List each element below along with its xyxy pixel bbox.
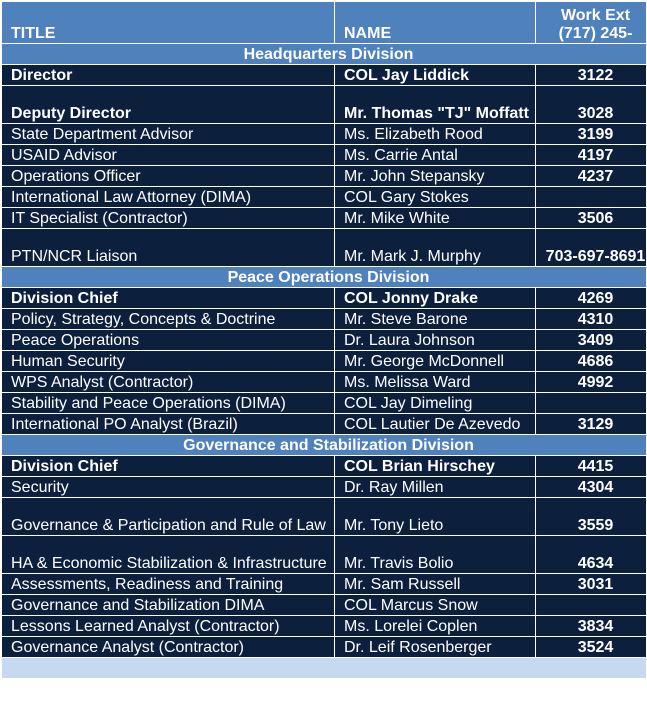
person-name-cell: COL Gary Stokes: [335, 187, 536, 208]
work-extension-cell: [536, 393, 647, 414]
work-extension-cell: 4686: [536, 351, 647, 372]
person-name-cell: Dr. Leif Rosenberger: [335, 637, 536, 658]
work-extension-cell: 4304: [536, 477, 647, 498]
work-extension-cell: 3506: [536, 208, 647, 229]
table-row: [2, 595, 647, 616]
header-row: [2, 2, 647, 44]
table-row: [2, 330, 647, 351]
position-title-cell: Operations Officer: [2, 166, 335, 187]
table-row: [2, 498, 647, 536]
person-name-cell: Ms. Melissa Ward: [335, 372, 536, 393]
position-title-cell: WPS Analyst (Contractor): [2, 372, 335, 393]
work-extension-cell: 3031: [536, 574, 647, 595]
table-footer-band: [2, 658, 647, 679]
work-extension-cell: [536, 595, 647, 616]
table-row: [2, 86, 647, 124]
person-name-cell: COL Jay Dimeling: [335, 393, 536, 414]
directory-body: [2, 44, 647, 679]
table-row: [2, 65, 647, 86]
position-title-cell: Division Chief: [2, 456, 335, 477]
division-heading: Governance and Stabilization Division: [2, 435, 647, 456]
person-name-cell: COL Brian Hirschey: [335, 456, 536, 477]
position-title-cell: Lessons Learned Analyst (Contractor): [2, 616, 335, 637]
name-column-header: NAME: [335, 2, 536, 44]
table-row: [2, 477, 647, 498]
person-name-cell: Dr. Ray Millen: [335, 477, 536, 498]
division-header-row: [2, 435, 647, 456]
work-extension-cell: 4269: [536, 288, 647, 309]
position-title-cell: USAID Advisor: [2, 145, 335, 166]
person-name-cell: COL Jay Liddick: [335, 65, 536, 86]
position-title-cell: International Law Attorney (DIMA): [2, 187, 335, 208]
work-extension-cell: 3409: [536, 330, 647, 351]
title-column-header: TITLE: [2, 2, 335, 44]
table-row: [2, 393, 647, 414]
person-name-cell: Mr. Sam Russell: [335, 574, 536, 595]
table-row: [2, 208, 647, 229]
work-extension-cell: 3559: [536, 498, 647, 536]
person-name-cell: COL Lautier De Azevedo: [335, 414, 536, 435]
table-row: [2, 309, 647, 330]
division-heading: Peace Operations Division: [2, 267, 647, 288]
position-title-cell: State Department Advisor: [2, 124, 335, 145]
work-extension-cell: 4415: [536, 456, 647, 477]
table-row: [2, 229, 647, 267]
division-header-row: [2, 44, 647, 65]
work-extension-cell: 4634: [536, 536, 647, 574]
position-title-cell: International PO Analyst (Brazil): [2, 414, 335, 435]
position-title-cell: Stability and Peace Operations (DIMA): [2, 393, 335, 414]
table-row: [2, 574, 647, 595]
position-title-cell: Security: [2, 477, 335, 498]
position-title-cell: Governance and Stabilization DIMA: [2, 595, 335, 616]
table-row: [2, 351, 647, 372]
work-extension-cell: 3834: [536, 616, 647, 637]
person-name-cell: Mr. Travis Bolio: [335, 536, 536, 574]
work-extension-cell: 703-697-8691: [536, 229, 647, 267]
position-title-cell: IT Specialist (Contractor): [2, 208, 335, 229]
position-title-cell: Policy, Strategy, Concepts & Doctrine: [2, 309, 335, 330]
work-extension-cell: 4197: [536, 145, 647, 166]
work-extension-cell: 4310: [536, 309, 647, 330]
table-row: [2, 288, 647, 309]
person-name-cell: Mr. Thomas "TJ" Moffatt: [335, 86, 536, 124]
table-row: [2, 414, 647, 435]
table-row: [2, 124, 647, 145]
table-row: [2, 616, 647, 637]
position-title-cell: HA & Economic Stabilization & Infrastructure: [2, 536, 335, 574]
position-title-cell: Governance Analyst (Contractor): [2, 637, 335, 658]
work-extension-cell: 3129: [536, 414, 647, 435]
work-ext-column-header: [536, 2, 647, 44]
table-row: [2, 187, 647, 208]
position-title-cell: Peace Operations: [2, 330, 335, 351]
work-ext-header-line2: (717) 245-: [558, 25, 633, 42]
person-name-cell: Mr. George McDonnell: [335, 351, 536, 372]
work-extension-cell: 4237: [536, 166, 647, 187]
position-title-cell: Governance & Participation and Rule of Law: [2, 498, 335, 536]
position-title-cell: Deputy Director: [2, 86, 335, 124]
position-title-cell: PTN/NCR Liaison: [2, 229, 335, 267]
table-row: [2, 372, 647, 393]
table-row: [2, 536, 647, 574]
work-extension-cell: 3028: [536, 86, 647, 124]
position-title-cell: Assessments, Readiness and Training: [2, 574, 335, 595]
work-extension-cell: 3122: [536, 65, 647, 86]
person-name-cell: Mr. Steve Barone: [335, 309, 536, 330]
person-name-cell: Mr. Mark J. Murphy: [335, 229, 536, 267]
person-name-cell: Dr. Laura Johnson: [335, 330, 536, 351]
person-name-cell: Ms. Carrie Antal: [335, 145, 536, 166]
person-name-cell: Mr. Tony Lieto: [335, 498, 536, 536]
division-header-row: [2, 267, 647, 288]
person-name-cell: COL Jonny Drake: [335, 288, 536, 309]
person-name-cell: Ms. Elizabeth Rood: [335, 124, 536, 145]
position-title-cell: Director: [2, 65, 335, 86]
person-name-cell: COL Marcus Snow: [335, 595, 536, 616]
work-extension-cell: 4992: [536, 372, 647, 393]
work-ext-header-line1: Work Ext: [560, 7, 631, 24]
position-title-cell: Human Security: [2, 351, 335, 372]
person-name-cell: Mr. John Stepansky: [335, 166, 536, 187]
work-extension-cell: 3199: [536, 124, 647, 145]
work-extension-cell: 3524: [536, 637, 647, 658]
work-extension-cell: [536, 187, 647, 208]
table-row: [2, 637, 647, 658]
staff-directory-table: [1, 1, 647, 679]
position-title-cell: Division Chief: [2, 288, 335, 309]
person-name-cell: Ms. Lorelei Coplen: [335, 616, 536, 637]
table-row: [2, 456, 647, 477]
division-heading: Headquarters Division: [2, 44, 647, 65]
table-footer-row: [2, 658, 647, 679]
table-row: [2, 166, 647, 187]
person-name-cell: Mr. Mike White: [335, 208, 536, 229]
table-row: [2, 145, 647, 166]
